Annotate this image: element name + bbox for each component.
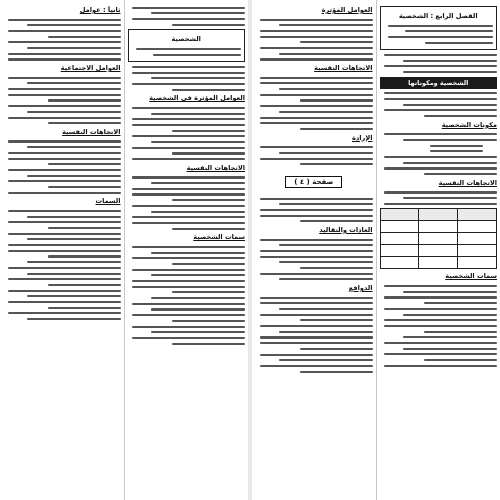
table-cell [458, 245, 497, 257]
section-heading: السمات [95, 197, 121, 206]
table-row [380, 221, 497, 233]
section-heading: الاتجاهات النفسية [314, 64, 373, 73]
section-heading: العادات والتقاليد [319, 225, 373, 234]
section-heading: الشخصية [171, 35, 201, 44]
section-heading: العوامل المؤثرة في الشخصية [149, 94, 245, 103]
left-sheet-column-2 [0, 0, 124, 500]
section-heading: سمات الشخصية [445, 272, 497, 281]
table-cell [380, 221, 419, 233]
section-heading: سمات الشخصية [193, 233, 245, 242]
section-banner: الشخصية ومكوناتها [380, 77, 498, 89]
section-heading: ثانياً : عوامل [79, 6, 121, 14]
right-sheet [252, 0, 500, 500]
section-heading: مكونات الشخصية [441, 120, 497, 129]
table-header-cell [419, 209, 458, 221]
table-cell [419, 245, 458, 257]
table-cell [380, 257, 419, 269]
table-header-cell [458, 209, 497, 221]
section-heading: الاتجاهات النفسية [438, 178, 497, 187]
section-heading: الاتجاهات النفسية [62, 127, 121, 136]
comparison-table [380, 208, 498, 269]
section-heading: الفصل الرابع : الشخصية [398, 12, 478, 20]
table-header-cell [380, 209, 419, 221]
table-header-row [380, 209, 497, 221]
right-sheet-column-1 [376, 0, 500, 500]
section-box [128, 29, 246, 62]
section-heading: العوامل الاجتماعية [60, 64, 121, 73]
table-row [380, 233, 497, 245]
left-sheet-column-1 [124, 0, 249, 500]
table-cell [458, 233, 497, 245]
table-cell [419, 233, 458, 245]
table-row [380, 257, 497, 269]
left-sheet [0, 0, 248, 500]
table-cell [419, 257, 458, 269]
section-heading: الدوافع [348, 284, 373, 293]
table-cell [458, 257, 497, 269]
table-cell [458, 221, 497, 233]
table-cell [419, 221, 458, 233]
section-heading: الاتجاهات النفسية [186, 163, 245, 172]
section-heading: الإرادة [351, 133, 373, 142]
table-cell [380, 233, 419, 245]
page-fold-divider [248, 0, 252, 500]
section-box [380, 6, 498, 50]
right-sheet-column-2 [252, 0, 376, 500]
table-cell [380, 245, 419, 257]
page-number-label: صفحة ( ٤ ) [285, 176, 342, 188]
table-row [380, 245, 497, 257]
section-heading: العوامل المؤثرة [321, 6, 373, 14]
